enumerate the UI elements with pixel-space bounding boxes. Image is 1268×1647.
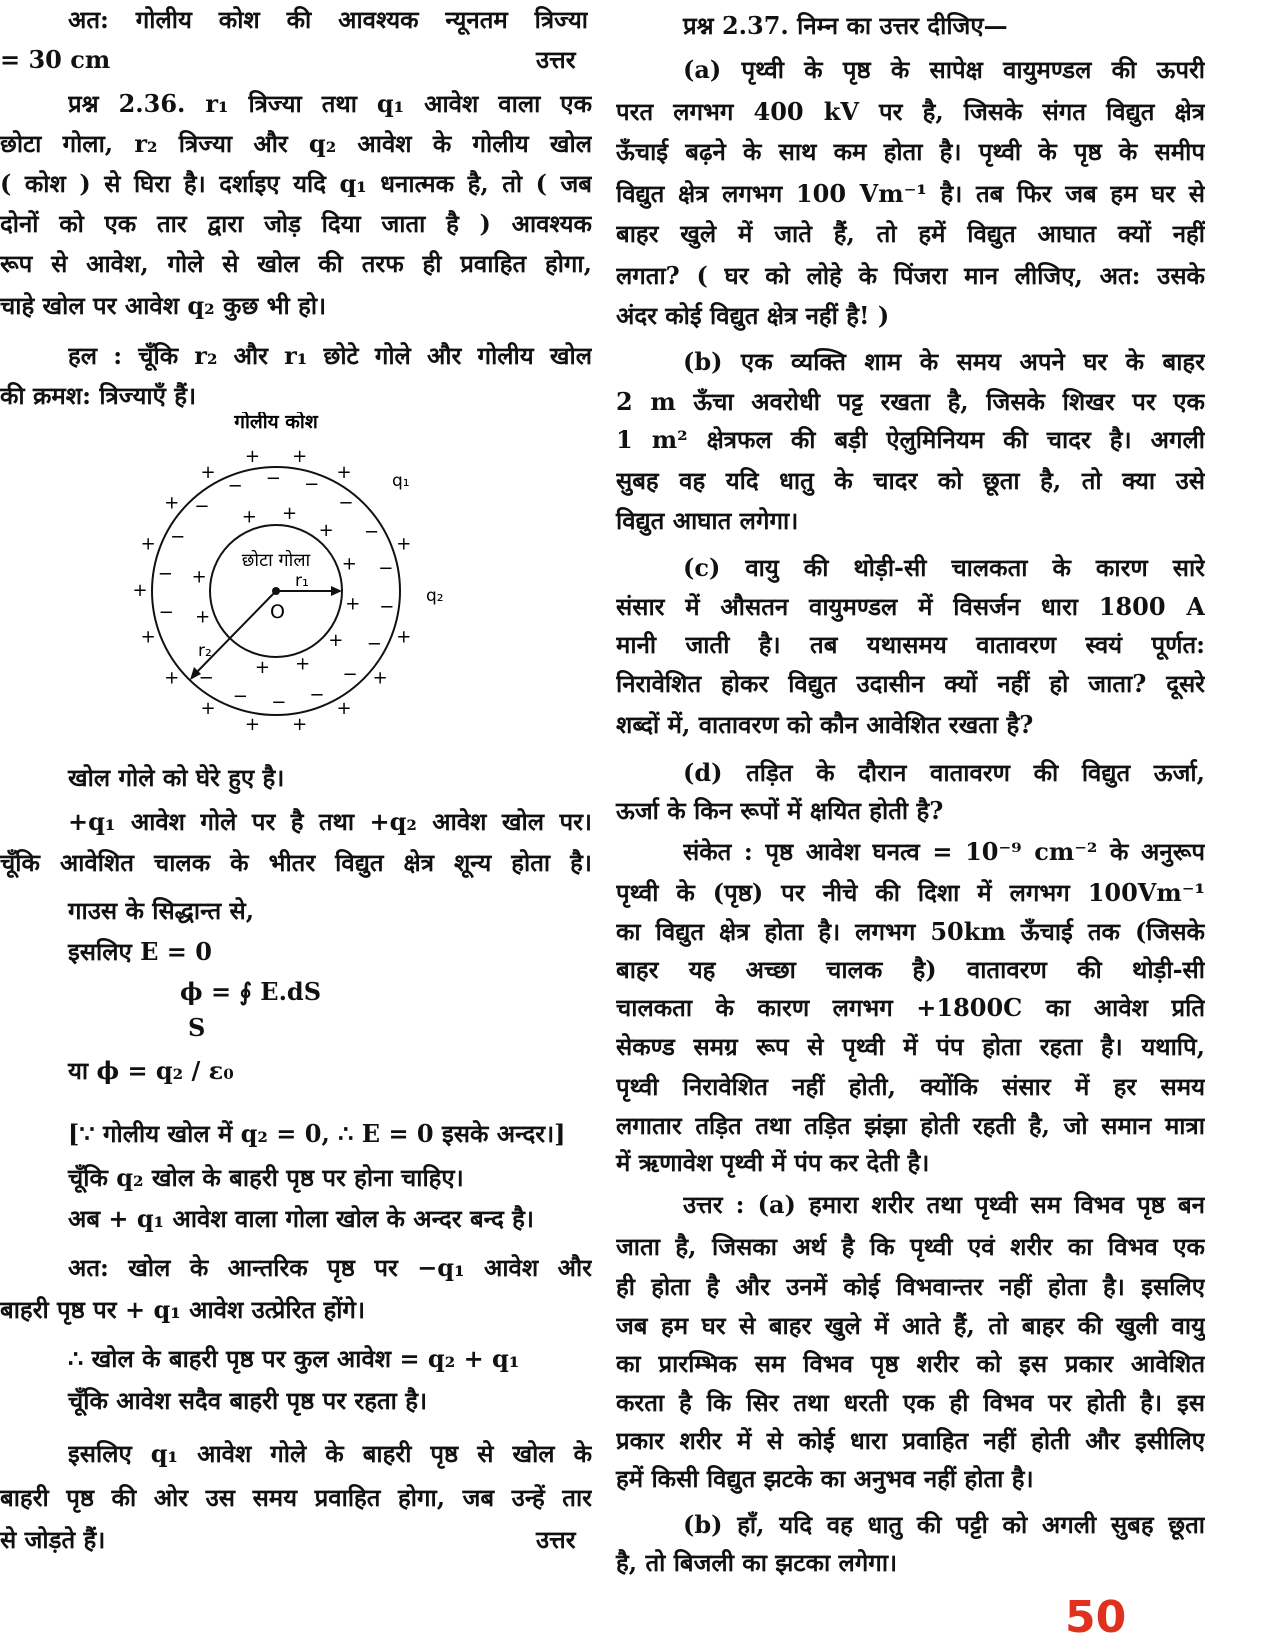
text-line: ऊँचाई बढ़ने के साथ कम होता है। पृथ्वी के पृष्ठ के समीप [616, 137, 1205, 166]
plus-charge-sign: + [292, 713, 308, 735]
minus-charge-sign: − [304, 473, 320, 495]
text-line: विद्युत आघात लगेगा। [616, 506, 799, 535]
text-line: पृथ्वी के (पृष्ठ) पर नीचे की दिशा में लगभग 100Vm⁻¹ [616, 878, 1205, 907]
text-line: का विद्युत क्षेत्र होता है। लगभग 50km ऊँचाई तक (जिसके [616, 917, 1205, 946]
plus-charge-sign: + [244, 446, 260, 468]
text-line: संकेत : पृष्ठ आवेश घनत्व = 10⁻⁹ cm⁻² के अनुरूप [683, 837, 1205, 866]
plus-charge-sign: + [328, 630, 344, 652]
plus-charge-sign: + [281, 503, 298, 525]
plus-charge-sign: + [341, 553, 357, 575]
plus-charge-sign: + [396, 533, 412, 555]
text-line: शब्दों में, वातावरण को कौन आवेशित रखता है? [616, 710, 1034, 739]
q1-label: q₁ [392, 471, 410, 491]
text-line: अब + q₁ आवेश वाला गोला खोल के अन्दर बन्द है। [68, 1204, 535, 1233]
text-line: उत्तर : (a) हमारा शरीर तथा पृथ्वी सम विभव पृष्ठ बन [683, 1190, 1205, 1219]
minus-charge-sign: − [338, 492, 354, 514]
minus-charge-sign: − [198, 667, 214, 689]
minus-charge-sign: − [194, 495, 210, 517]
text-line: सेकण्ड समग्र रूप से पृथ्वी में पंप होता रहता है। यथापि, [616, 1032, 1205, 1061]
plus-charge-sign: + [241, 506, 257, 528]
text-line: विद्युत क्षेत्र लगभग 100 Vm⁻¹ है। तब फिर जब हम घर से [616, 179, 1205, 208]
text-line: से जोड़ते हैं। [0, 1525, 106, 1554]
plus-charge-sign: + [336, 462, 352, 484]
text-line: जब हम घर से बाहर खुले में आते हैं, तो बाहर की खुली वायु [616, 1311, 1205, 1340]
text-line: प्रकार शरीर में से कोई धारा प्रवाहित नहीं होती और इसीलिए [616, 1426, 1205, 1455]
text-line: जाता है, जिसका अर्थ है कि पृथ्वी एवं शरीर का विभव एक [616, 1232, 1205, 1261]
text-line: हमें किसी विद्युत झटके का अनुभव नहीं होता है। [616, 1464, 1034, 1493]
text-line: [∵ गोलीय खोल में q₂ = 0, ∴ E = 0 इसके अन्दर।] [68, 1119, 566, 1148]
minus-charge-sign: − [378, 557, 394, 579]
inner-sphere-label: छोटा गोला [241, 550, 311, 571]
text-line: (a) पृथ्वी के पृष्ठ के सापेक्ष वायुमण्डल की ऊपरी [683, 55, 1205, 84]
text-line: ऊर्जा के किन रूपों में क्षयित होती है? [616, 796, 944, 825]
r1-arrowhead [331, 586, 342, 596]
diagram-title: गोलीय कोश [234, 412, 318, 433]
plus-charge-sign: + [140, 626, 156, 648]
text-line: लगातार तड़ित तथा तड़ित झंझा होती रहती है, जो समान मात्रा [616, 1111, 1205, 1140]
answer-mark: उत्तर [536, 45, 576, 74]
text-line: चूँकि आवेशित चालक के भीतर विद्युत क्षेत्र शून्य होता है। [0, 848, 592, 877]
text-line: = 30 cm [0, 45, 111, 74]
text-line: परत लगभग 400 kV पर है, जिसके संगत विद्युत क्षेत्र [616, 97, 1205, 126]
text-line: बाहरी पृष्ठ की ओर उस समय प्रवाहित होगा, जब उन्हें तार [0, 1483, 592, 1512]
text-line: दोनों को एक तार द्वारा जोड़ दिया जाता है ) आवश्यक [0, 209, 592, 238]
text-line: चालकता के कारण लगभग +1800C का आवेश प्रति [616, 993, 1205, 1022]
text-line: गाउस के सिद्धान्त से, [68, 896, 255, 925]
text-line: इसलिए q₁ आवेश गोले के बाहरी पृष्ठ से खोल के [68, 1439, 592, 1468]
text-line: लगता? ( घर को लोहे के पिंजरा मान लीजिए, अत: उसके [616, 261, 1205, 290]
minus-charge-sign: − [170, 526, 186, 548]
text-line: की क्रमश: त्रिज्याएँ हैं। [0, 381, 197, 410]
minus-charge-sign: − [157, 563, 173, 585]
plus-charge-sign: + [191, 566, 207, 588]
text-line: चाहे खोल पर आवेश q₂ कुछ भी हो। [0, 291, 327, 320]
minus-charge-sign: − [364, 521, 380, 543]
text-line: ही होता है और उनमें कोई विभवान्तर नहीं होता है। इसलिए [616, 1272, 1205, 1301]
text-line: चूँकि q₂ खोल के बाहरी पृष्ठ पर होना चाहिए। [68, 1163, 464, 1192]
text-line: पृथ्वी निरावेशित नहीं होती, क्योंकि संसार में हर समय [616, 1072, 1205, 1101]
charge-signs [132, 446, 411, 735]
text-line: (d) तड़ित के दौरान वातावरण की विद्युत ऊर्जा, [683, 758, 1205, 787]
plus-charge-sign: + [345, 593, 361, 615]
text-line: है, तो बिजली का झटका लगेगा। [616, 1548, 898, 1577]
minus-charge-sign: − [342, 664, 358, 686]
plus-charge-sign: + [200, 697, 216, 719]
text-line: निरावेशित होकर विद्युत उदासीन क्यों नहीं हो जाता? दूसरे [616, 669, 1205, 698]
plus-charge-sign: + [336, 697, 352, 719]
text-line: बाहर खुले में जाते हैं, तो हमें विद्युत आघात क्यों नहीं [616, 219, 1205, 248]
plus-charge-sign: + [396, 626, 412, 648]
text-line: सुबह वह यदि धातु के चादर को छूता है, तो क्या उसे [616, 466, 1205, 495]
text-line: करता है कि सिर तथा धरती एक ही विभव पर होती है। इस [616, 1388, 1205, 1417]
plus-charge-sign: + [164, 667, 180, 689]
text-line: अंदर कोई विद्युत क्षेत्र नहीं है! ) [616, 301, 890, 330]
text-line: ϕ = ∮ E.dS [180, 977, 322, 1006]
plus-charge-sign: + [292, 446, 308, 468]
plus-charge-sign: + [295, 653, 311, 675]
plus-charge-sign: + [372, 667, 388, 689]
text-line: का प्रारम्भिक सम विभव पृष्ठ शरीर को इस प्रकार आवेशित [616, 1349, 1205, 1378]
text-line: में ऋणावेश पृथ्वी में पंप कर देती है। [616, 1148, 930, 1177]
text-line: रूप से आवेश, गोले से खोल की तरफ ही प्रवाहित होगा, [0, 249, 592, 278]
plus-charge-sign: + [318, 520, 334, 542]
text-line: हल : चूँकि r₂ और r₁ छोटे गोले और गोलीय खोल [68, 341, 592, 370]
text-line: S [188, 1013, 206, 1042]
plus-charge-sign: + [164, 492, 180, 514]
plus-charge-sign: + [254, 656, 271, 678]
text-line: अत: गोलीय कोश की आवश्यक न्यूनतम त्रिज्या [68, 5, 588, 34]
minus-charge-sign: − [265, 468, 281, 490]
page-number: 50 [1065, 1592, 1127, 1643]
text-line: (b) एक व्यक्ति शाम के समय अपने घर के बाहर [683, 347, 1205, 376]
spherical-shell-diagram [130, 412, 460, 752]
minus-charge-sign: − [227, 475, 243, 497]
text-line: (c) वायु की थोड़ी-सी चालकता के कारण सारे [683, 553, 1205, 582]
text-line: संसार में औसतन वायुमण्डल में विसर्जन धारा 1800 A [616, 592, 1205, 621]
text-line: (b) हाँ, यदि वह धातु की पट्टी को अगली सुबह छूता [683, 1510, 1205, 1539]
text-line: 1 m² क्षेत्रफल की बड़ी ऐलुमिनियम की चादर है। अगली [616, 425, 1205, 454]
q2-label: q₂ [426, 586, 444, 606]
text-line: ( कोश ) से घिरा है। दर्शाइए यदि q₁ धनात्मक है, तो ( जब [0, 169, 592, 198]
text-line: बाहर यह अच्छा चालक है) वातावरण की थोड़ी-सी [616, 955, 1205, 984]
minus-charge-sign: − [379, 596, 395, 618]
plus-charge-sign: + [132, 580, 148, 601]
r2-label: r₂ [198, 641, 212, 661]
text-line: 2 m ऊँचा अवरोधी पट्ट रखता है, जिसके शिखर पर एक [616, 387, 1205, 416]
plus-charge-sign: + [200, 462, 216, 484]
text-line: चूँकि आवेश सदैव बाहरी पृष्ठ पर रहता है। [68, 1386, 428, 1415]
minus-charge-sign: − [271, 691, 287, 713]
text-line: या ϕ = q₂ / ε₀ [68, 1056, 234, 1085]
text-line: ∴ खोल के बाहरी पृष्ठ पर कुल आवेश = q₂ + q₁ [68, 1344, 520, 1373]
plus-charge-sign: + [195, 606, 211, 628]
text-line: बाहरी पृष्ठ पर + q₁ आवेश उत्प्रेरित होंगे। [0, 1295, 366, 1324]
text-line: छोटा गोला, r₂ त्रिज्या और q₂ आवेश के गोलीय खोल [0, 129, 592, 158]
text-line: +q₁ आवेश गोले पर है तथा +q₂ आवेश खोल पर। [68, 807, 592, 836]
center-label: O [270, 601, 285, 623]
plus-charge-sign: + [244, 713, 260, 735]
plus-charge-sign: + [140, 533, 156, 555]
minus-charge-sign: − [158, 602, 174, 624]
minus-charge-sign: − [309, 684, 325, 706]
answer-mark: उत्तर [536, 1525, 576, 1554]
text-line: मानी जाती है। तब यथासमय वातावरण स्वयं पूर्णत: [616, 630, 1205, 659]
text-line: अत: खोल के आन्तरिक पृष्ठ पर −q₁ आवेश और [68, 1253, 592, 1282]
text-line: खोल गोले को घेरे हुए है। [68, 763, 285, 792]
r1-label: r₁ [295, 571, 309, 591]
minus-charge-sign: − [232, 686, 248, 708]
minus-charge-sign: − [366, 633, 382, 655]
text-line: इसलिए E = 0 [68, 937, 212, 966]
text-line: प्रश्न 2.37. निम्न का उत्तर दीजिए— [683, 11, 1008, 40]
text-line: प्रश्न 2.36. r₁ त्रिज्या तथा q₁ आवेश वाला एक [68, 89, 592, 118]
